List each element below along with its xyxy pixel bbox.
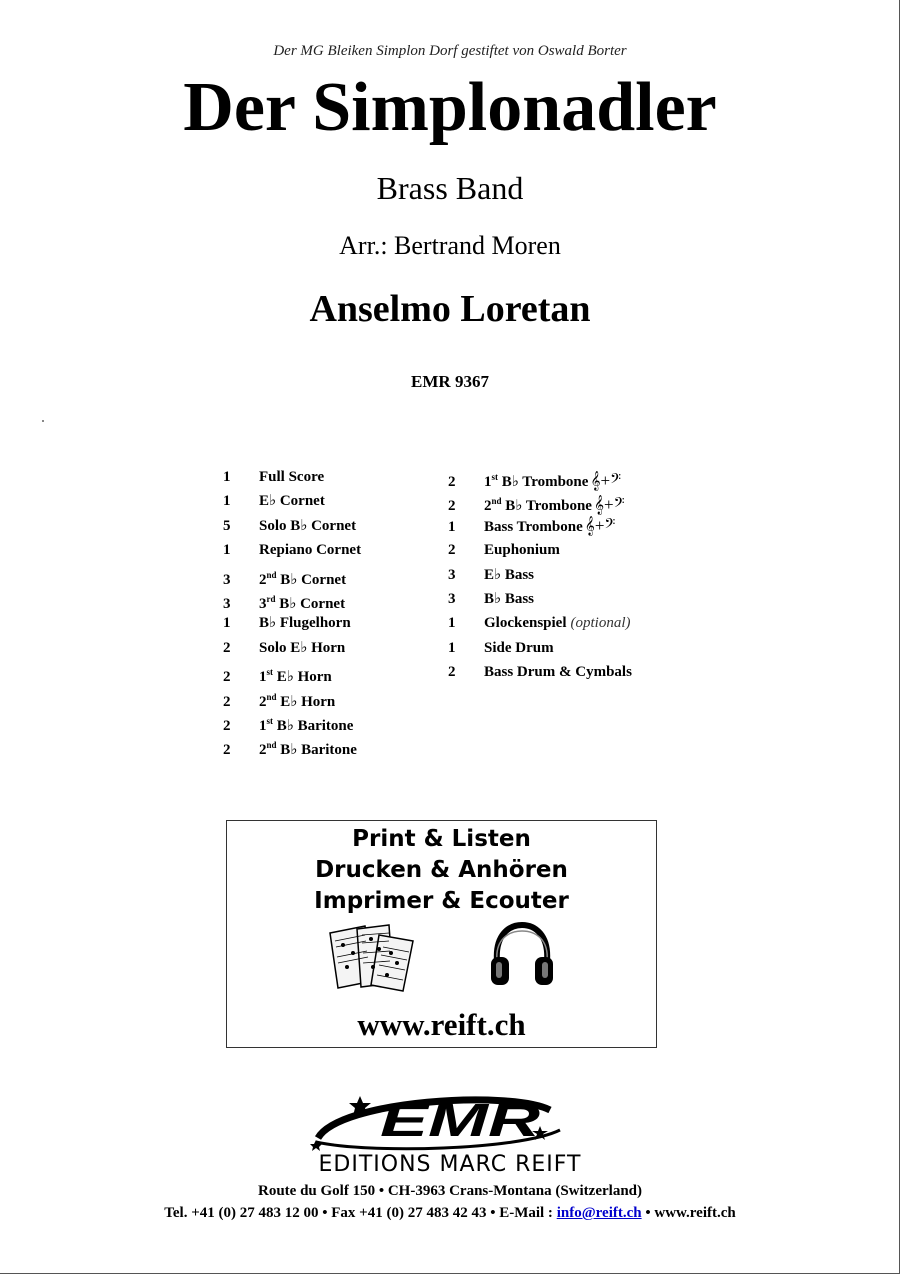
part-name	[259, 467, 324, 487]
part-row	[223, 565, 361, 589]
part-name	[259, 613, 351, 633]
part-ordinal-suffix: st	[266, 667, 273, 678]
website-link[interactable]: www.reift.ch	[357, 1007, 526, 1042]
part-ordinal: 1	[484, 474, 492, 490]
headphones-icon	[489, 921, 555, 989]
part-row	[223, 589, 361, 613]
page-title: Der Simplonadler	[183, 69, 717, 146]
part-name	[484, 565, 534, 585]
part-label: B♭ Trombone	[505, 498, 592, 515]
part-name	[259, 565, 346, 590]
part-label: Side Drum	[484, 639, 554, 656]
composer: Anselmo Loretan	[309, 288, 591, 330]
part-label: B♭ Cornet	[280, 571, 347, 588]
contact-website: • www.reift.ch	[641, 1205, 736, 1221]
part-name	[259, 687, 335, 712]
part-quantity: 2	[448, 542, 456, 559]
part-ordinal-suffix: st	[491, 472, 498, 482]
part-label: B♭ Bass	[484, 590, 535, 607]
part-row	[448, 565, 632, 589]
part-row	[223, 491, 361, 515]
part-quantity: 1	[448, 639, 456, 656]
part-quantity: 3	[448, 590, 456, 607]
part-row	[448, 613, 632, 637]
part-label: E♭ Bass	[484, 566, 535, 583]
part-row	[448, 589, 632, 613]
part-quantity: 2	[223, 693, 231, 710]
part-row	[448, 467, 632, 491]
part-row	[223, 638, 361, 662]
part-row	[223, 711, 361, 735]
part-row	[223, 467, 361, 491]
part-name	[484, 613, 631, 633]
part-quantity: 2	[223, 669, 231, 686]
part-name	[484, 589, 534, 609]
part-note: (optional)	[570, 615, 631, 632]
dedication: Der MG Bleiken Simplon Dorf gestiftet von Oswald Borter	[273, 43, 627, 59]
part-name	[484, 516, 615, 537]
part-label: E♭ Horn	[280, 693, 336, 710]
part-label: Solo E♭ Horn	[259, 639, 346, 656]
part-quantity: 5	[223, 517, 231, 534]
part-label: E♭ Horn	[276, 669, 332, 686]
part-label: B♭ Trombone	[501, 474, 589, 490]
part-label: B♭ Cornet	[279, 595, 346, 612]
emr-logo-text: EMR	[380, 1094, 540, 1146]
print-line-de: Drucken & Anhören	[315, 857, 568, 883]
part-name	[259, 589, 345, 614]
clef-icon: 𝄞+𝄢	[584, 515, 616, 535]
part-label: B♭ Flugelhorn	[259, 615, 351, 632]
email-link[interactable]: info@reift.ch	[556, 1205, 642, 1221]
part-quantity: 3	[223, 571, 231, 588]
part-name	[259, 516, 356, 536]
parts-list-right	[448, 467, 632, 687]
part-label: B♭ Baritone	[276, 717, 354, 734]
part-quantity: 1	[223, 469, 231, 485]
part-ordinal-suffix: nd	[266, 569, 277, 580]
part-ordinal: 2	[259, 742, 267, 759]
part-label: Bass Drum & Cymbals	[484, 664, 632, 681]
part-quantity: 1	[223, 615, 231, 632]
subtitle: Brass Band	[376, 170, 524, 206]
part-name	[259, 491, 325, 511]
part-name	[259, 711, 353, 736]
part-quantity: 2	[448, 498, 456, 515]
part-quantity: 2	[223, 639, 231, 656]
sheet-music-icon	[327, 923, 422, 993]
part-row	[448, 662, 632, 686]
part-name	[259, 662, 332, 687]
part-name	[484, 638, 554, 658]
part-quantity: 2	[223, 742, 231, 759]
part-quantity: 2	[448, 664, 456, 681]
part-label: Repiano Cornet	[259, 542, 362, 559]
part-label: Glockenspiel	[484, 615, 567, 632]
clef-icon: 𝄞+𝄢	[590, 471, 622, 490]
part-row	[223, 662, 361, 686]
part-name	[259, 540, 361, 560]
part-label: Solo B♭ Cornet	[259, 517, 357, 534]
part-ordinal-suffix: st	[266, 715, 273, 726]
part-quantity: 1	[223, 493, 231, 510]
part-quantity: 1	[448, 518, 456, 535]
part-row	[223, 735, 361, 759]
clef-icon: 𝄞+𝄢	[593, 495, 625, 515]
part-quantity: 1	[448, 615, 456, 632]
publisher-name: EDITIONS MARC REIFT	[318, 1152, 582, 1177]
part-label: B♭ Baritone	[280, 742, 357, 759]
part-ordinal-suffix: nd	[491, 496, 502, 507]
arranger: Arr.: Bertrand Moren	[339, 231, 561, 260]
part-ordinal: 3	[259, 595, 267, 612]
part-row	[223, 516, 361, 540]
publisher-address: Route du Golf 150 • CH-3963 Crans-Montana (Switzerland)	[258, 1183, 642, 1199]
part-name	[484, 467, 621, 492]
part-quantity: 2	[223, 717, 231, 734]
part-row	[448, 491, 632, 515]
part-row	[223, 687, 361, 711]
part-ordinal: 1	[259, 669, 267, 686]
publisher-contact	[0, 1205, 900, 1222]
part-ordinal: 2	[259, 693, 267, 710]
part-name	[484, 540, 560, 560]
emr-logo	[310, 1090, 590, 1154]
parts-list-left	[223, 467, 361, 760]
part-quantity: 3	[448, 566, 456, 583]
print-line-fr: Imprimer & Ecouter	[314, 888, 569, 914]
part-ordinal: 2	[259, 571, 267, 588]
part-name	[259, 638, 345, 658]
part-ordinal: 2	[484, 498, 492, 515]
part-label: Bass Trombone	[484, 518, 583, 535]
part-row	[223, 540, 361, 564]
part-row	[448, 516, 632, 540]
part-ordinal: 1	[259, 717, 267, 734]
part-label: Euphonium	[484, 542, 560, 559]
part-quantity: 3	[223, 595, 231, 612]
part-name	[259, 735, 357, 760]
part-row	[448, 638, 632, 662]
catalog-code: EMR 9367	[411, 372, 489, 391]
part-name	[484, 491, 625, 516]
contact-phone-fax: Tel. +41 (0) 27 483 12 00 • Fax +41 (0) 27 483 42 43 • E-Mail :	[164, 1205, 557, 1221]
part-quantity: 1	[223, 542, 231, 559]
part-ordinal-suffix: rd	[266, 593, 276, 604]
part-label: Full Score	[259, 469, 325, 485]
part-quantity: 2	[448, 474, 456, 490]
part-ordinal-suffix: nd	[266, 740, 277, 751]
part-row	[223, 613, 361, 637]
part-ordinal-suffix: nd	[266, 691, 277, 702]
part-row	[448, 540, 632, 564]
part-name	[484, 662, 632, 682]
part-label: E♭ Cornet	[259, 493, 325, 510]
stray-dot	[42, 420, 44, 422]
print-listen-box	[226, 820, 657, 1048]
print-line-en: Print & Listen	[352, 826, 531, 852]
